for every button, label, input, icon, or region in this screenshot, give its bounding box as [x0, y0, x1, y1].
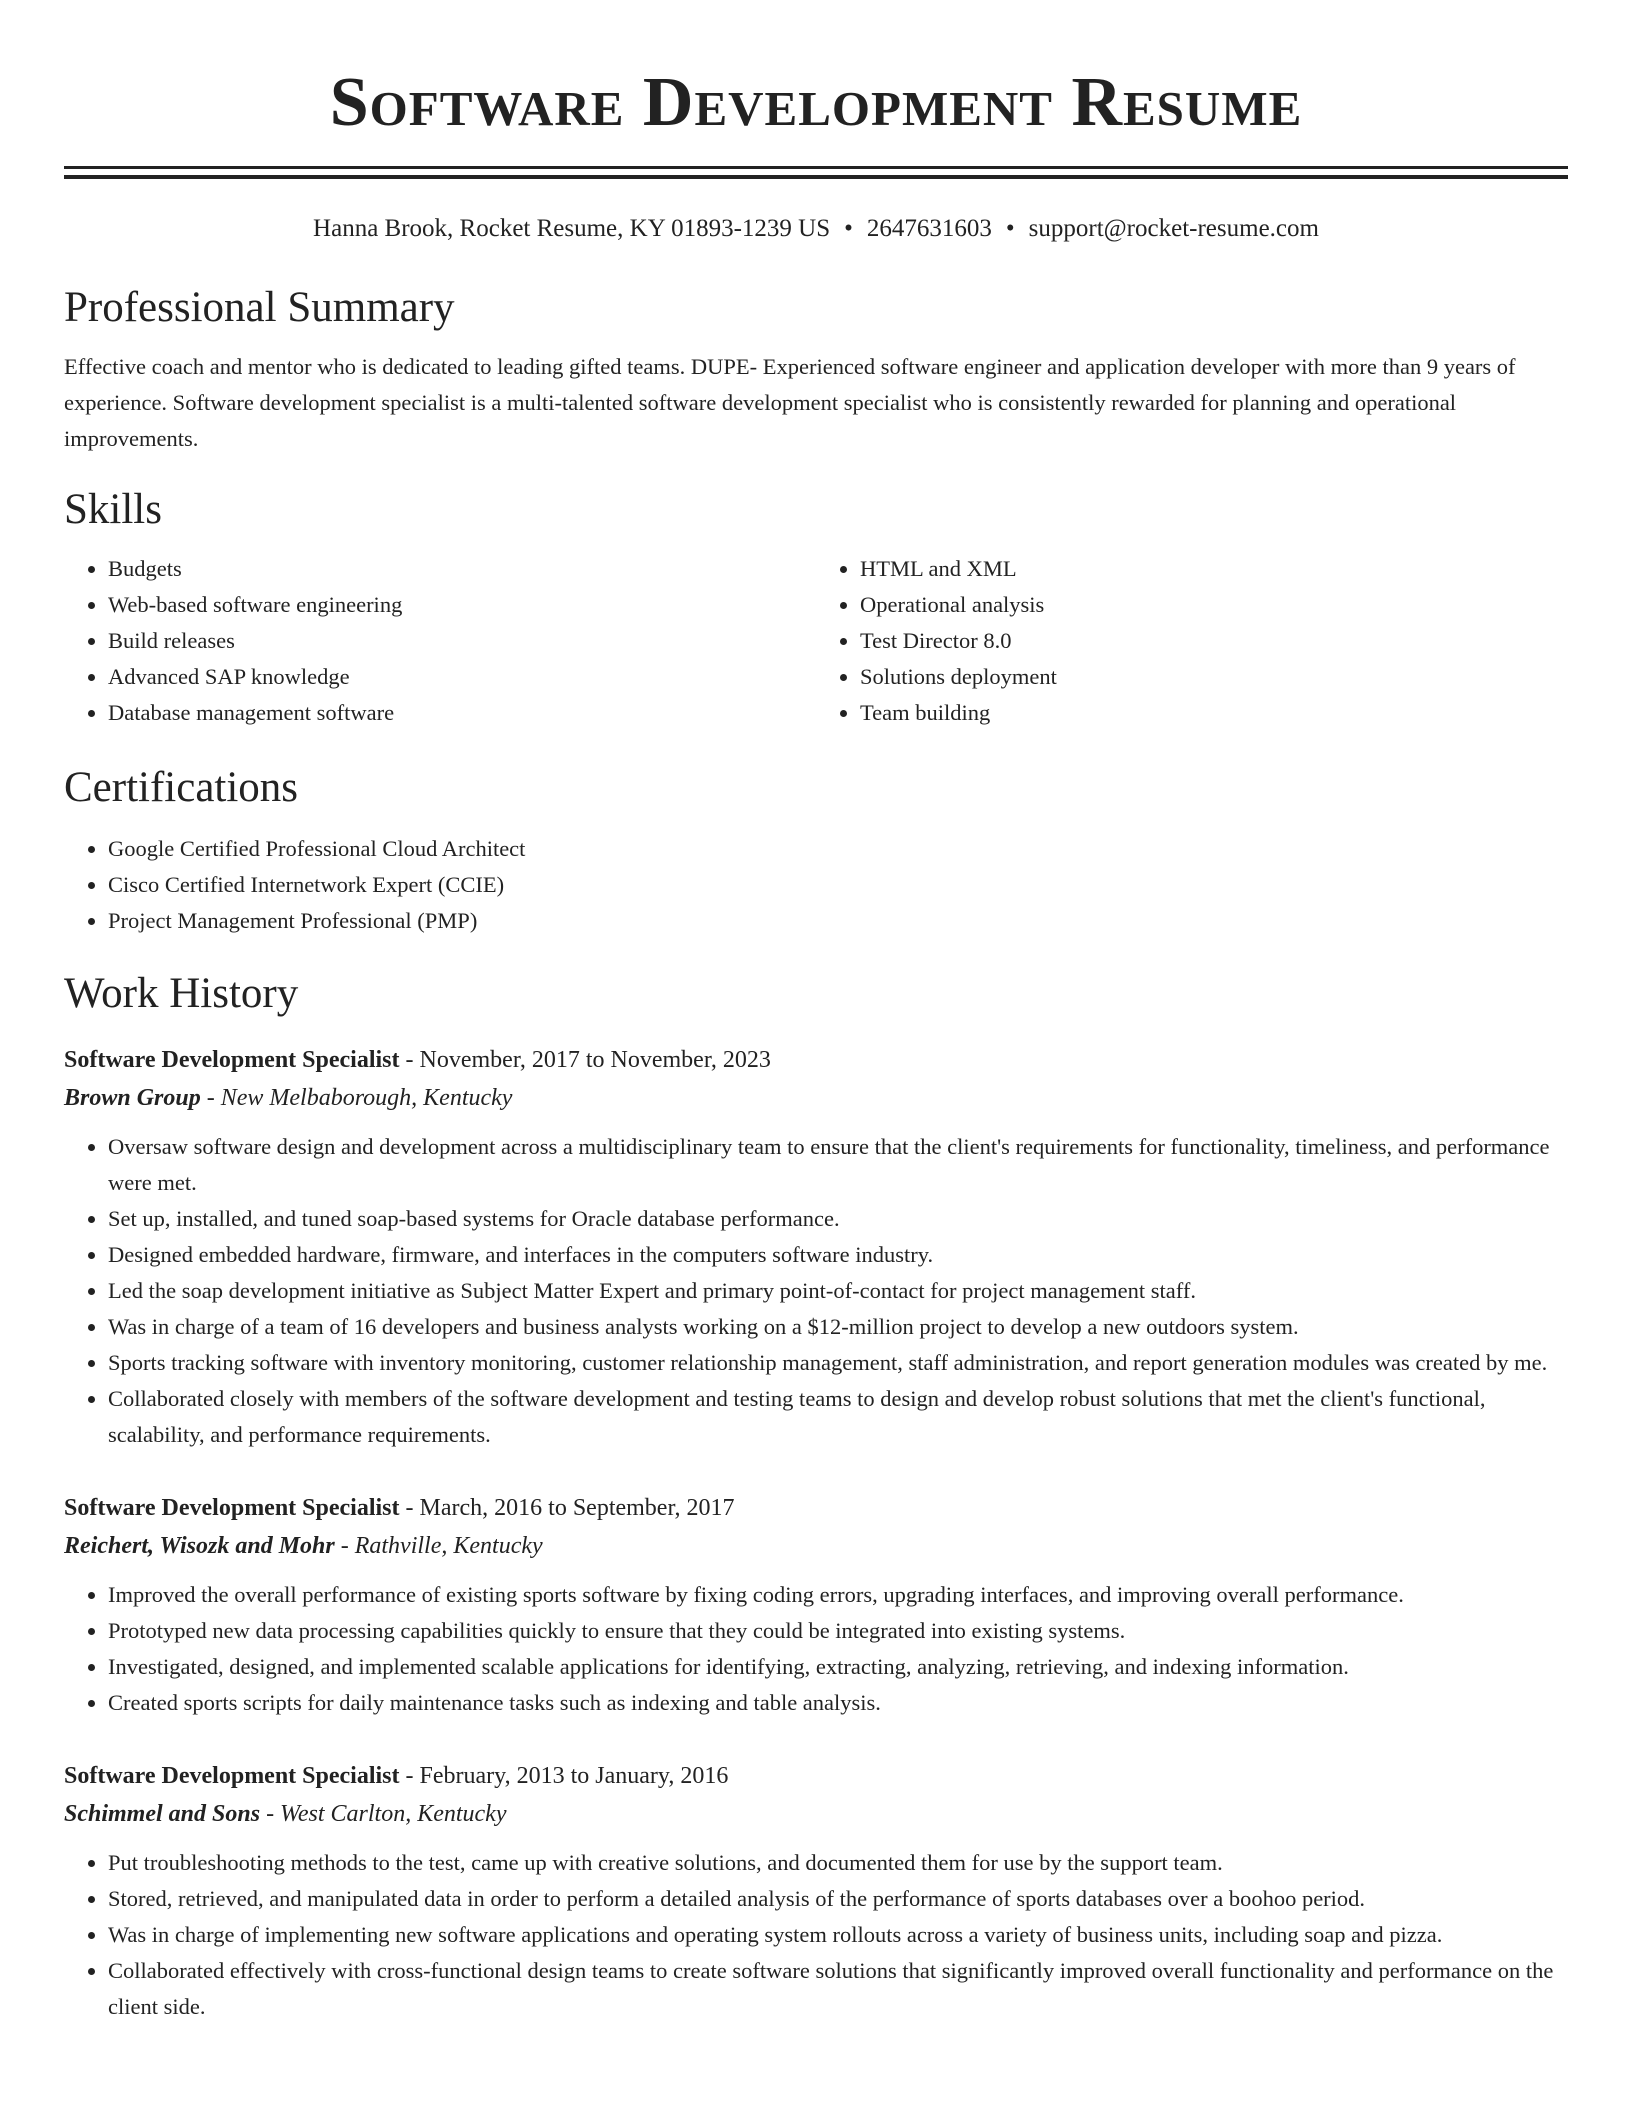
skill-item: • Advanced SAP knowledge [108, 659, 816, 695]
certification-item: • Cisco Certified Internetwork Expert (CCIE) [108, 867, 1568, 903]
skill-item: • Database management software [108, 695, 816, 731]
job-bullets [64, 1577, 1568, 1721]
section-heading-work-history: Work History [64, 970, 299, 1017]
skill-item: • Build releases [108, 623, 816, 659]
company-name: Brown Group [64, 1085, 201, 1111]
separator-dot: • [844, 215, 853, 242]
job-bullet: • Led the soap development initiative as Subject Matter Expert and primary point-of-contact for project management staff. [108, 1273, 1568, 1309]
job-header [64, 1041, 1568, 1079]
job-bullet: • Set up, installed, and tuned soap-based systems for Oracle database performance. [108, 1201, 1568, 1237]
job-employer [64, 1527, 1568, 1565]
certifications-list [64, 831, 1568, 939]
title-divider [64, 166, 1568, 179]
section-heading-summary: Professional Summary [64, 284, 455, 331]
summary-text: Effective coach and mentor who is dedicated to leading gifted teams. DUPE- Experienced software engineer and application developer with more than 9 years of experience. Software development specialist is a multi-talented software development specialist who is consistently rewarded for planning and operational improvements. [64, 354, 1516, 451]
contact-address: Hanna Brook, Rocket Resume, KY 01893-1239 US [313, 215, 831, 242]
job-bullets [64, 1845, 1568, 2025]
job-header [64, 1489, 1568, 1527]
job-bullet: • Improved the overall performance of existing sports software by fixing coding errors, upgrading interfaces, and improving overall performance. [108, 1577, 1568, 1613]
skills-list-left [64, 551, 816, 731]
separator-dot: • [1005, 215, 1015, 242]
job-bullet: • Stored, retrieved, and manipulated data in order to perform a detailed analysis of the performance of sports databases over a boohoo period. [108, 1881, 1568, 1917]
job-bullet: • Investigated, designed, and implemented scalable applications for identifying, extracting, analyzing, retrieving, and indexing information. [108, 1649, 1568, 1685]
contact-email: support@rocket-resume.com [1028, 215, 1319, 242]
certification-item: • Google Certified Professional Cloud Architect [108, 831, 1568, 867]
skill-item: • Team building [860, 695, 1568, 731]
skill-item: • Web-based software engineering [108, 587, 816, 623]
job-bullet: • Was in charge of implementing new software applications and operating system rollouts across a variety of business units, including soap and pizza. [108, 1917, 1568, 1953]
job-title: Software Development Specialist [64, 1763, 400, 1789]
skill-item: • Operational analysis [860, 587, 1568, 623]
job-entry [64, 1757, 1568, 2025]
job-title: Software Development Specialist [64, 1047, 400, 1073]
job-entry [64, 1041, 1568, 1453]
job-bullet: • Was in charge of a team of 16 developers and business analysts working on a $12-million project to develop a new outdoors system. [108, 1309, 1568, 1345]
certification-item: • Project Management Professional (PMP) [108, 903, 1568, 939]
skills-list-right [816, 551, 1568, 731]
section-heading-certifications: Certifications [64, 764, 299, 811]
job-dates: - November, 2017 to November, 2023 [399, 1047, 771, 1073]
job-bullet: • Sports tracking software with inventory monitoring, customer relationship management, staff administration, and report generation modules was created by me. [108, 1345, 1568, 1381]
job-bullets [64, 1129, 1568, 1453]
job-entry [64, 1489, 1568, 1721]
page-title: Software Development Resume [329, 64, 1303, 141]
skills-columns [64, 551, 1568, 731]
job-bullet: • Collaborated effectively with cross-functional design teams to create software solutions that significantly improved overall functionality and performance on the client side. [108, 1953, 1568, 2025]
skill-item: • Solutions deployment [860, 659, 1568, 695]
job-dates: - March, 2016 to September, 2017 [399, 1495, 735, 1521]
job-title: Software Development Specialist [64, 1495, 400, 1521]
company-name: Schimmel and Sons [64, 1801, 261, 1827]
job-header [64, 1757, 1568, 1795]
job-bullet: • Oversaw software design and development across a multidisciplinary team to ensure that the client's requirements for functionality, timeliness, and performance were met. [108, 1129, 1568, 1201]
company-location: - New Melbaborough, Kentucky [200, 1085, 513, 1111]
skill-item: • Budgets [108, 551, 816, 587]
job-bullet: • Prototyped new data processing capabilities quickly to ensure that they could be integrated into existing systems. [108, 1613, 1568, 1649]
job-bullet: • Designed embedded hardware, firmware, and interfaces in the computers software industry. [108, 1237, 1568, 1273]
contact-phone: 2647631603 [866, 215, 992, 242]
job-bullet: • Put troubleshooting methods to the test, came up with creative solutions, and documented them for use by the support team. [108, 1845, 1568, 1881]
job-bullet: • Created sports scripts for daily maintenance tasks such as indexing and table analysis. [108, 1685, 1568, 1721]
job-dates: - February, 2013 to January, 2016 [399, 1763, 729, 1789]
skill-item: • Test Director 8.0 [860, 623, 1568, 659]
job-employer [64, 1079, 1568, 1117]
contact-line [64, 213, 1568, 245]
job-employer [64, 1795, 1568, 1833]
company-location: - Rathville, Kentucky [334, 1533, 543, 1559]
section-heading-skills: Skills [64, 486, 162, 533]
company-name: Reichert, Wisozk and Mohr [64, 1533, 335, 1559]
job-bullet: • Collaborated closely with members of the software development and testing teams to design and develop robust solutions that met the client's functional, scalability, and performance requirements. [108, 1381, 1568, 1453]
skill-item: • HTML and XML [860, 551, 1568, 587]
company-location: - West Carlton, Kentucky [260, 1801, 507, 1827]
